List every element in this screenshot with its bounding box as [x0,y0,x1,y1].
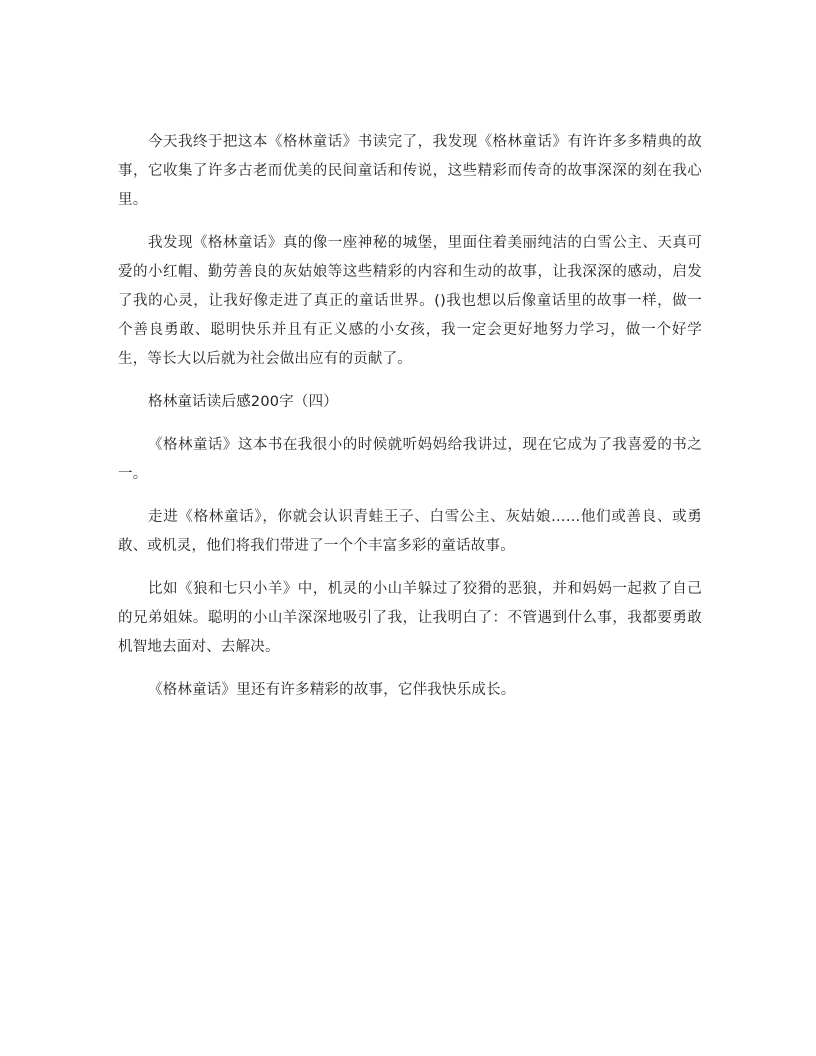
paragraph: 走进《格林童话》，你就会认识青蛙王子、白雪公主、灰姑娘……他们或善良、或勇敢、或机灵，他们将我们带进了一个个丰富多彩的童话故事。 [118,509,702,554]
paragraph: 《格林童话》里还有许多精彩的故事，它伴我快乐成长。 [148,682,516,698]
paragraph: 比如《狼和七只小羊》中，机灵的小山羊躲过了狡猾的恶狼，并和妈妈一起救了自己的兄弟姐妹。聪明的小山羊深深地吸引了我，让我明白了：不管遇到什么事，我都要勇敢机智地去面对、去解决。 [118,581,702,655]
paragraph: 今天我终于把这本《格林童话》书读完了，我发现《格林童话》有许许多多精典的故事，它收集了许多古老而优美的民间童话和传说，这些精彩而传奇的故事深深的刻在我心里。 [118,134,702,208]
document-page [118,128,702,719]
paragraph: 《格林童话》这本书在我很小的时候就听妈妈给我讲过，现在它成为了我喜爱的书之一。 [118,437,702,482]
section-title: 格林童话读后感200字（四） [148,394,338,410]
paragraph: 我发现《格林童话》真的像一座神秘的城堡，里面住着美丽纯洁的白雪公主、天真可爱的小红帽、勤劳善良的灰姑娘等这些精彩的内容和生动的故事，让我深深的感动，启发了我的心灵，让我好像走进了真正的童话世界。()我也想以后像童话里的故事一样，做一个善良勇敢、聪明快乐并且有正义感的小女孩，我一定会更好地努力学习，做一个好学生，等长大以后就为社会做出应有的贡献了。 [118,235,702,367]
